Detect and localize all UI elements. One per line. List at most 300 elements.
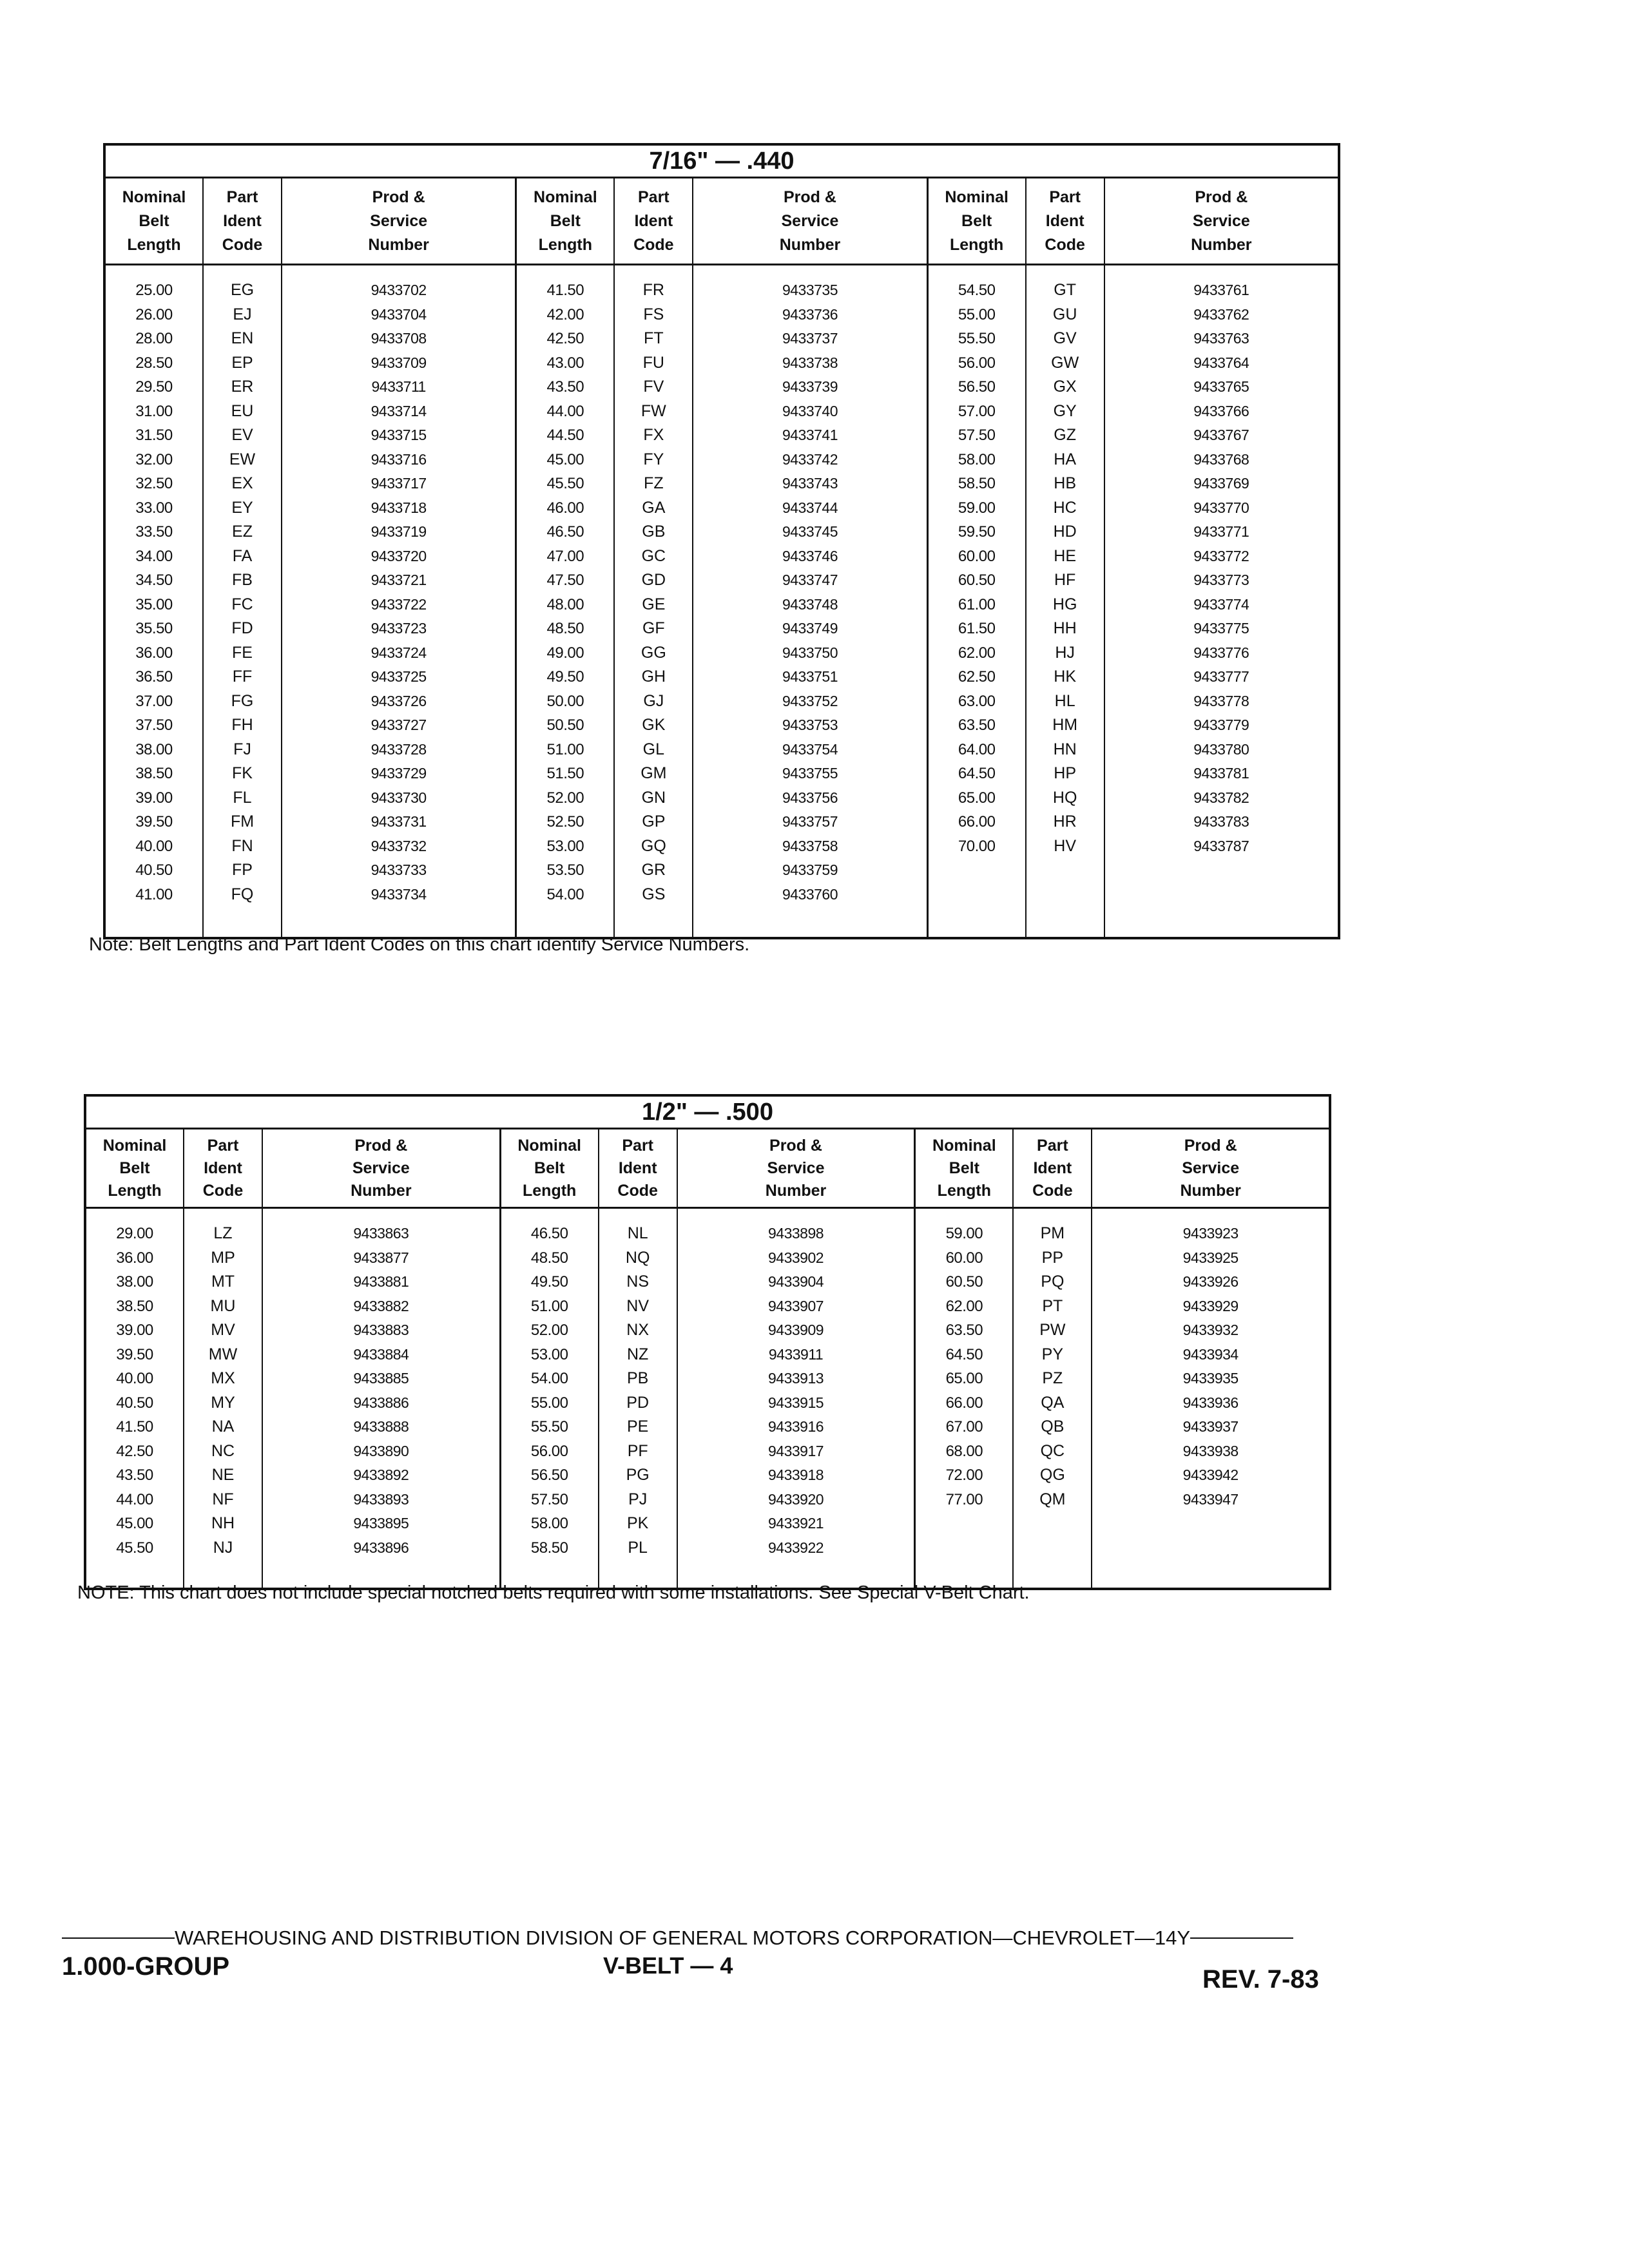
service-number: 9433730 (371, 789, 427, 806)
service-number: 9433925 (1182, 1249, 1239, 1266)
belt-length: 34.50 (135, 572, 173, 589)
belt-length: 60.50 (945, 1273, 983, 1291)
belt-length: 45.00 (546, 450, 584, 468)
service-number: 9433761 (1193, 282, 1249, 298)
ident-code: FU (642, 353, 664, 372)
belt-length: 32.00 (135, 450, 173, 468)
service-number: 9433782 (1193, 789, 1249, 806)
ident-code: PK (626, 1514, 649, 1532)
chart-title: 7/16" — .440 (106, 146, 1338, 178)
belt-length: 43.00 (546, 354, 584, 372)
belt-length: 53.50 (546, 861, 584, 879)
ident-code: GE (642, 595, 666, 613)
belt-length: 52.00 (530, 1321, 568, 1339)
column-header: Prod & Service Number (678, 1129, 914, 1209)
belt-length: 56.00 (958, 354, 996, 372)
ident-code: EV (231, 426, 253, 444)
belt-length-column (501, 1129, 598, 1590)
belt-length: 36.00 (135, 644, 173, 662)
ident-code: FK (232, 764, 253, 782)
ident-code: QC (1040, 1441, 1065, 1460)
ident-code: FT (644, 329, 664, 347)
ident-code: HK (1054, 668, 1077, 686)
ident-code: GU (1052, 305, 1077, 323)
ident-code: HQ (1052, 788, 1077, 807)
column-header: Part Ident Code (599, 1129, 677, 1209)
service-number: 9433748 (782, 595, 838, 613)
service-number: 9433895 (353, 1515, 409, 1532)
service-number: 9433898 (767, 1225, 824, 1242)
ident-code: GL (642, 740, 664, 758)
service-number: 9433881 (353, 1273, 409, 1290)
belt-length: 58.00 (958, 450, 996, 468)
chart-note: NOTE: This chart does not include special notched belts required with some installations. See Special V-Belt Chart. (77, 1582, 1030, 1603)
ident-code: GG (641, 643, 666, 662)
belt-length: 42.50 (546, 330, 584, 347)
belt-length: 38.00 (135, 740, 173, 758)
belt-length: 49.00 (546, 644, 584, 662)
service-number: 9433779 (1193, 716, 1249, 733)
belt-length: 52.50 (546, 813, 584, 831)
belt-length-column (916, 1129, 1012, 1590)
footer-division-line (62, 1927, 1312, 1950)
ident-code: FS (643, 305, 664, 323)
service-number: 9433947 (1182, 1490, 1239, 1508)
column-header: Nominal Belt Length (916, 1129, 1012, 1209)
service-number: 9433765 (1193, 378, 1249, 395)
ident-code: MV (211, 1321, 235, 1339)
belt-length: 42.50 (116, 1442, 153, 1460)
service-number: 9433774 (1193, 595, 1249, 613)
ident-code: FH (231, 716, 253, 734)
service-number: 9433932 (1182, 1321, 1239, 1338)
ident-code: NS (626, 1273, 650, 1291)
belt-length: 62.00 (945, 1297, 983, 1315)
column-cells (106, 265, 202, 907)
service-number: 9433750 (782, 644, 838, 661)
belt-chart-1-2 (84, 1094, 1331, 1590)
belt-length: 62.50 (958, 668, 996, 686)
ident-code: GR (641, 861, 666, 879)
ident-code: HP (1054, 764, 1077, 782)
service-number: 9433775 (1193, 620, 1249, 637)
belt-length: 65.00 (958, 789, 996, 807)
ident-code: FE (232, 643, 253, 662)
service-number: 9433934 (1182, 1345, 1239, 1363)
service-number: 9433770 (1193, 499, 1249, 516)
service-number: 9433766 (1193, 402, 1249, 419)
ident-code: QB (1041, 1418, 1065, 1436)
belt-length-column (106, 178, 202, 939)
ident-code: NF (212, 1490, 234, 1508)
ident-code: NA (211, 1418, 235, 1436)
service-number: 9433769 (1193, 475, 1249, 492)
service-number: 9433771 (1193, 523, 1249, 540)
ident-code: GQ (641, 836, 666, 855)
service-number: 9433759 (782, 861, 838, 878)
chart-note: Note: Belt Lengths and Part Ident Codes on this chart identify Service Numbers. (89, 934, 750, 955)
belt-length: 49.50 (546, 668, 584, 686)
chart-groups (86, 1129, 1329, 1590)
belt-length: 57.00 (958, 402, 996, 420)
ident-code: NH (211, 1514, 235, 1532)
belt-length: 47.50 (546, 572, 584, 589)
service-number: 9433863 (353, 1225, 409, 1242)
ident-code: LZ (213, 1224, 233, 1242)
belt-length: 63.50 (958, 716, 996, 734)
ident-code-column (1012, 1129, 1091, 1590)
belt-length: 46.50 (530, 1225, 568, 1242)
service-number: 9433917 (767, 1442, 824, 1459)
service-number-column (1104, 178, 1338, 939)
ident-code: GJ (643, 691, 664, 710)
ident-code: HB (1054, 474, 1077, 492)
column-cells (615, 265, 692, 907)
column-cells (263, 1209, 499, 1560)
belt-length: 36.00 (116, 1249, 153, 1267)
belt-length: 62.00 (958, 644, 996, 662)
ident-code: HF (1054, 571, 1076, 589)
belt-length: 41.50 (546, 282, 584, 299)
ident-code: FJ (233, 740, 251, 758)
column-group (106, 178, 515, 939)
ident-code: FB (232, 571, 253, 589)
service-number: 9433888 (353, 1418, 409, 1435)
service-number: 9433722 (371, 595, 427, 613)
service-number: 9433767 (1193, 427, 1249, 443)
belt-length: 44.00 (546, 402, 584, 420)
ident-code: FY (643, 450, 664, 468)
belt-length: 64.50 (958, 765, 996, 782)
ident-code: FF (232, 668, 253, 686)
ident-code: EZ (232, 523, 253, 541)
service-number: 9433938 (1182, 1442, 1239, 1459)
belt-length: 42.00 (546, 305, 584, 323)
ident-code: MW (208, 1345, 238, 1363)
service-number: 9433773 (1193, 572, 1249, 588)
column-header: Nominal Belt Length (501, 1129, 598, 1209)
ident-code: GW (1051, 353, 1079, 372)
ident-code: GP (642, 812, 666, 831)
ident-code: GA (642, 498, 666, 517)
service-number: 9433711 (371, 378, 426, 395)
column-header: Prod & Service Number (263, 1129, 499, 1209)
belt-length: 68.00 (945, 1442, 983, 1460)
belt-length: 29.00 (116, 1225, 153, 1242)
belt-length: 38.50 (135, 765, 173, 782)
belt-length: 57.50 (958, 427, 996, 444)
ident-code: EG (230, 281, 255, 299)
ident-code: PL (628, 1538, 648, 1557)
belt-length-column (929, 178, 1025, 939)
ident-code: MY (211, 1393, 235, 1412)
service-number: 9433732 (371, 837, 427, 854)
belt-length: 40.00 (116, 1370, 153, 1387)
ident-code: HJ (1055, 643, 1075, 662)
belt-length: 48.00 (546, 595, 584, 613)
service-number: 9433744 (782, 499, 838, 516)
ident-code: FZ (644, 474, 664, 492)
service-number: 9433882 (353, 1297, 409, 1314)
belt-length: 36.50 (135, 668, 173, 686)
belt-length: 58.50 (530, 1539, 568, 1557)
ident-code: PQ (1041, 1273, 1065, 1291)
column-cells (1105, 265, 1338, 858)
belt-length: 60.00 (958, 547, 996, 565)
ident-code: PB (626, 1369, 649, 1387)
ident-code: HL (1054, 691, 1075, 710)
column-group (86, 1129, 499, 1590)
service-number: 9433764 (1193, 354, 1249, 371)
service-number: 9433760 (782, 885, 838, 903)
belt-length-column (517, 178, 613, 939)
belt-length: 66.00 (958, 813, 996, 831)
service-number: 9433747 (782, 572, 838, 588)
ident-code: MU (210, 1296, 236, 1315)
belt-length: 54.50 (958, 282, 996, 299)
belt-length: 38.00 (116, 1273, 153, 1291)
service-number: 9433787 (1193, 837, 1249, 854)
column-header: Prod & Service Number (1092, 1129, 1329, 1209)
belt-length: 31.50 (135, 427, 173, 444)
belt-length: 39.50 (135, 813, 173, 831)
ident-code: EU (231, 401, 254, 420)
ident-code: FW (641, 401, 666, 420)
service-number: 9433727 (371, 716, 427, 733)
service-number: 9433752 (782, 692, 838, 709)
division-text: WAREHOUSING AND DISTRIBUTION DIVISION OF GENERAL MOTORS CORPORATION—CHEVROLET—14Y (175, 1927, 1191, 1949)
service-number: 9433762 (1193, 305, 1249, 323)
service-number: 9433907 (767, 1297, 824, 1314)
service-number: 9433708 (371, 330, 427, 347)
service-number: 9433724 (371, 644, 427, 661)
ident-code: HE (1054, 546, 1077, 565)
belt-length: 55.00 (530, 1394, 568, 1412)
ident-code: EY (231, 498, 253, 517)
belt-length: 59.50 (958, 523, 996, 541)
service-number: 9433720 (371, 547, 427, 564)
column-group (499, 1129, 914, 1590)
belt-length: 26.00 (135, 305, 173, 323)
ident-code: NC (211, 1441, 235, 1460)
service-number: 9433902 (767, 1249, 824, 1266)
belt-length: 51.00 (530, 1297, 568, 1315)
service-number: 9433753 (782, 716, 838, 733)
belt-length: 52.00 (546, 789, 584, 807)
ident-code: PE (626, 1418, 649, 1436)
belt-length: 39.00 (135, 789, 173, 807)
ident-code: PT (1042, 1296, 1063, 1315)
belt-length: 25.00 (135, 282, 173, 299)
belt-length: 53.00 (530, 1345, 568, 1363)
service-number: 9433916 (767, 1418, 824, 1435)
ident-code: GK (642, 716, 666, 734)
ident-code: FQ (231, 885, 254, 903)
ident-code: EW (229, 450, 256, 468)
service-number: 9433736 (782, 305, 838, 323)
service-number: 9433721 (371, 572, 427, 588)
ident-code: MP (211, 1248, 235, 1267)
service-number: 9433929 (1182, 1297, 1239, 1314)
ident-code: QA (1041, 1393, 1065, 1412)
service-number: 9433723 (371, 620, 427, 637)
ident-code: QM (1039, 1490, 1066, 1508)
belt-length: 43.50 (546, 378, 584, 396)
ident-code: EX (231, 474, 253, 492)
column-cells (501, 1209, 598, 1560)
belt-length: 64.00 (958, 740, 996, 758)
column-cells (1092, 1209, 1329, 1512)
belt-length: 57.50 (530, 1490, 568, 1508)
belt-length: 33.50 (135, 523, 173, 541)
belt-length: 45.00 (116, 1515, 153, 1532)
service-number: 9433885 (353, 1370, 409, 1387)
ident-code: GM (641, 764, 667, 782)
ident-code: HV (1054, 836, 1077, 855)
belt-length: 56.50 (958, 378, 996, 396)
ident-code: HG (1052, 595, 1077, 613)
service-number: 9433731 (371, 813, 427, 830)
ident-code: GS (642, 885, 666, 903)
belt-length: 60.00 (945, 1249, 983, 1267)
column-cells (1027, 265, 1104, 858)
belt-length: 77.00 (945, 1490, 983, 1508)
service-number: 9433922 (767, 1539, 824, 1556)
service-number: 9433923 (1182, 1225, 1239, 1242)
service-number: 9433763 (1193, 330, 1249, 347)
service-number: 9433904 (767, 1273, 824, 1290)
column-header: Nominal Belt Length (106, 178, 202, 265)
belt-length: 40.50 (116, 1394, 153, 1412)
service-number: 9433715 (371, 427, 427, 443)
service-number: 9433746 (782, 547, 838, 564)
belt-length: 40.00 (135, 837, 173, 855)
belt-length: 72.00 (945, 1466, 983, 1484)
service-number: 9433714 (371, 402, 427, 419)
ident-code: FN (231, 836, 253, 855)
belt-length: 45.50 (546, 475, 584, 492)
belt-length: 50.50 (546, 716, 584, 734)
service-number: 9433911 (768, 1345, 824, 1363)
ident-code: NZ (627, 1345, 649, 1363)
ident-code: GV (1053, 329, 1077, 347)
belt-length: 39.00 (116, 1321, 153, 1339)
ident-code: FD (231, 619, 253, 637)
service-number: 9433942 (1182, 1466, 1239, 1483)
chart-title: 1/2" — .500 (86, 1097, 1329, 1129)
ident-code: NE (211, 1466, 235, 1484)
belt-length: 70.00 (958, 837, 996, 855)
service-number: 9433738 (782, 354, 838, 371)
ident-code-column (613, 178, 692, 939)
ident-code: PD (626, 1393, 650, 1412)
service-number: 9433735 (782, 282, 838, 298)
ident-code: PW (1039, 1321, 1066, 1339)
belt-length: 67.00 (945, 1418, 983, 1436)
service-number: 9433734 (371, 885, 427, 903)
service-number: 9433743 (782, 475, 838, 492)
belt-length: 61.00 (958, 595, 996, 613)
column-header: Nominal Belt Length (929, 178, 1025, 265)
belt-length: 54.00 (530, 1370, 568, 1387)
belt-length: 51.50 (546, 765, 584, 782)
ident-code: HD (1053, 523, 1077, 541)
service-number: 9433719 (371, 523, 427, 540)
ident-code: GT (1054, 281, 1077, 299)
belt-length: 38.50 (116, 1297, 153, 1315)
belt-length: 55.50 (958, 330, 996, 347)
service-number: 9433892 (353, 1466, 409, 1483)
ident-code: FC (231, 595, 253, 613)
ident-code: NL (627, 1224, 648, 1242)
belt-length: 65.00 (945, 1370, 983, 1387)
column-header: Prod & Service Number (693, 178, 926, 265)
ident-code: NV (626, 1296, 650, 1315)
belt-chart-7-16 (103, 143, 1340, 939)
service-number: 9433749 (782, 620, 838, 637)
ident-code: PJ (628, 1490, 648, 1508)
belt-length: 47.00 (546, 547, 584, 565)
ident-code: FP (232, 861, 253, 879)
ident-code-column (202, 178, 281, 939)
service-number: 9433704 (371, 305, 427, 323)
ident-code-column (1025, 178, 1104, 939)
service-number: 9433729 (371, 765, 427, 782)
ident-code: GZ (1054, 426, 1077, 444)
belt-length: 56.00 (530, 1442, 568, 1460)
belt-length: 44.50 (546, 427, 584, 444)
service-number: 9433740 (782, 402, 838, 419)
ident-code: PG (626, 1466, 650, 1484)
service-number: 9433716 (371, 450, 427, 468)
belt-length: 32.50 (135, 475, 173, 492)
belt-length: 53.00 (546, 837, 584, 855)
belt-length: 37.00 (135, 692, 173, 710)
column-cells (184, 1209, 262, 1560)
ident-code: MX (211, 1369, 235, 1387)
belt-length: 41.00 (135, 885, 173, 903)
service-number: 9433702 (371, 282, 427, 298)
ident-code: PP (1041, 1248, 1064, 1267)
ident-code: GY (1053, 401, 1077, 420)
service-number: 9433772 (1193, 547, 1249, 564)
column-header: Nominal Belt Length (86, 1129, 183, 1209)
belt-length: 34.00 (135, 547, 173, 565)
belt-length: 37.50 (135, 716, 173, 734)
ident-code: NJ (213, 1538, 233, 1557)
service-number: 9433778 (1193, 692, 1249, 709)
column-cells (204, 265, 281, 907)
belt-length: 49.50 (530, 1273, 568, 1291)
page-label: V-BELT — 4 (603, 1952, 733, 1979)
belt-length: 31.00 (135, 402, 173, 420)
belt-length: 58.50 (958, 475, 996, 492)
ident-code: PY (1041, 1345, 1064, 1363)
service-number: 9433913 (767, 1370, 824, 1387)
belt-length: 40.50 (135, 861, 173, 879)
ident-code: FR (642, 281, 664, 299)
service-number-column (281, 178, 515, 939)
belt-length: 45.50 (116, 1539, 153, 1557)
service-number: 9433728 (371, 740, 427, 758)
column-cells (599, 1209, 677, 1560)
column-header: Nominal Belt Length (517, 178, 613, 265)
service-number: 9433777 (1193, 668, 1249, 685)
belt-length: 55.00 (958, 305, 996, 323)
belt-length: 28.00 (135, 330, 173, 347)
belt-length: 59.00 (958, 499, 996, 517)
ident-code: MT (211, 1273, 235, 1291)
